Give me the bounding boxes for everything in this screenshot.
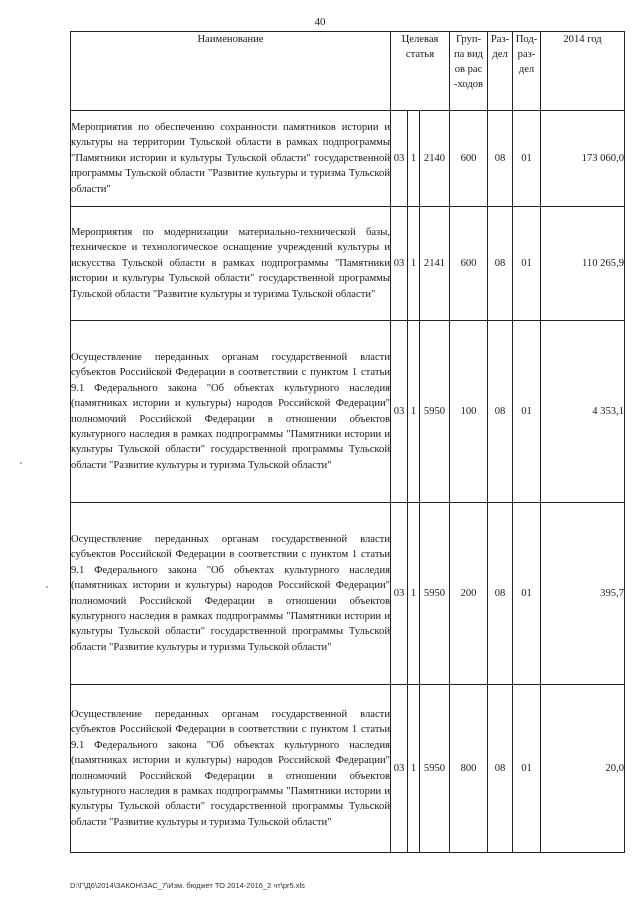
footer-file-path: D:\Г\Д6\2014\ЗАКОН\ЗАС_7\Изм. бюджет ТО 2014-2016_2 чт\pr5.xls — [70, 881, 305, 890]
row-amount: 4 353,1 — [541, 321, 625, 503]
header-expense-group — [450, 32, 488, 111]
row-section: 08 — [488, 321, 513, 503]
row-code-a: 03 — [391, 685, 408, 853]
header-row — [71, 32, 625, 111]
row-code-b: 1 — [408, 321, 420, 503]
row-group: 100 — [450, 321, 488, 503]
row-code-c: 5950 — [420, 503, 450, 685]
header-expense-group-text: Груп-па видов рас-ходов — [453, 34, 484, 90]
row-amount: 110 265,9 — [541, 207, 625, 321]
row-subsection: 01 — [513, 207, 541, 321]
header-section-text: Раз-дел — [490, 34, 510, 60]
row-code-c: 5950 — [420, 685, 450, 853]
row-group: 600 — [450, 111, 488, 207]
row-amount: 20,0 — [541, 685, 625, 853]
row-section: 08 — [488, 111, 513, 207]
header-target-article — [391, 32, 450, 111]
row-code-b: 1 — [408, 685, 420, 853]
row-subsection: 01 — [513, 321, 541, 503]
row-name: Осуществление переданных органам государственной власти субъектов Российской Федерации в соответствии с пунктом 1 статьи 9.1 Федерального закона "Об объектах культурного наследия (памятниках истории и культуры) народов Российской Федерации" полномочий Российской Федерации в отношении объектов культурного наследия в рамках подпрограммы "Памятники истории и культуры Тульской области" государственной программы Тульской области "Развитие культуры и туризма Тульской области" — [71, 503, 391, 685]
row-code-a: 03 — [391, 321, 408, 503]
table-row — [71, 503, 625, 685]
budget-table — [70, 31, 625, 853]
row-section: 08 — [488, 685, 513, 853]
row-code-a: 03 — [391, 207, 408, 321]
row-code-b: 1 — [408, 207, 420, 321]
row-section: 08 — [488, 503, 513, 685]
page-number: 40 — [314, 16, 326, 28]
row-amount: 395,7 — [541, 503, 625, 685]
row-code-c: 2140 — [420, 111, 450, 207]
table-row — [71, 111, 625, 207]
scan-speck — [46, 586, 48, 588]
row-section: 08 — [488, 207, 513, 321]
table-row — [71, 321, 625, 503]
row-subsection: 01 — [513, 111, 541, 207]
row-group: 600 — [450, 207, 488, 321]
row-code-b: 1 — [408, 503, 420, 685]
row-subsection: 01 — [513, 503, 541, 685]
row-code-a: 03 — [391, 503, 408, 685]
header-year: 2014 год — [541, 32, 625, 111]
row-amount: 173 060,0 — [541, 111, 625, 207]
header-subsection-text: Под-раз-дел — [515, 34, 538, 75]
row-name: Мероприятия по обеспечению сохранности памятников истории и культуры на территории Тульской области в рамках подпрограммы "Памятники истории и культуры Тульской области" государственной программы Тульской области "Развитие культуры и туризма Тульской области" — [71, 111, 391, 207]
row-code-c: 2141 — [420, 207, 450, 321]
row-name: Мероприятия по модернизации материально-технической базы, техническое и технологическое оснащение учреждений культуры и искусства Тульской области в рамках подпрограммы "Памятники истории и культуры Тульской области" государственной программы Тульской области "Развитие культуры и туризма Тульской области" — [71, 207, 391, 321]
scan-speck — [20, 462, 22, 464]
row-name: Осуществление переданных органам государственной власти субъектов Российской Федерации в соответствии с пунктом 1 статьи 9.1 Федерального закона "Об объектах культурного наследия (памятниках истории и культуры) народов Российской Федерации" полномочий Российской Федерации в отношении объектов культурного наследия в рамках подпрограммы "Памятники истории и культуры Тульской области" государственной программы Тульской области "Развитие культуры и туризма Тульской области" — [71, 321, 391, 503]
row-subsection: 01 — [513, 685, 541, 853]
header-section — [488, 32, 513, 111]
row-code-a: 03 — [391, 111, 408, 207]
table-row — [71, 207, 625, 321]
row-name: Осуществление переданных органам государственной власти субъектов Российской Федерации в соответствии с пунктом 1 статьи 9.1 Федерального закона "Об объектах культурного наследия (памятниках истории и культуры) народов Российской Федерации" полномочий Российской Федерации в отношении объектов культурного наследия в рамках подпрограммы "Памятники истории и культуры Тульской области" государственной программы Тульской области "Развитие культуры и туризма Тульской области" — [71, 685, 391, 853]
row-code-b: 1 — [408, 111, 420, 207]
header-name: Наименование — [71, 32, 391, 111]
row-code-c: 5950 — [420, 321, 450, 503]
row-group: 800 — [450, 685, 488, 853]
row-group: 200 — [450, 503, 488, 685]
table-row — [71, 685, 625, 853]
header-target-article-text: Целевая статья — [401, 34, 439, 60]
header-subsection — [513, 32, 541, 111]
